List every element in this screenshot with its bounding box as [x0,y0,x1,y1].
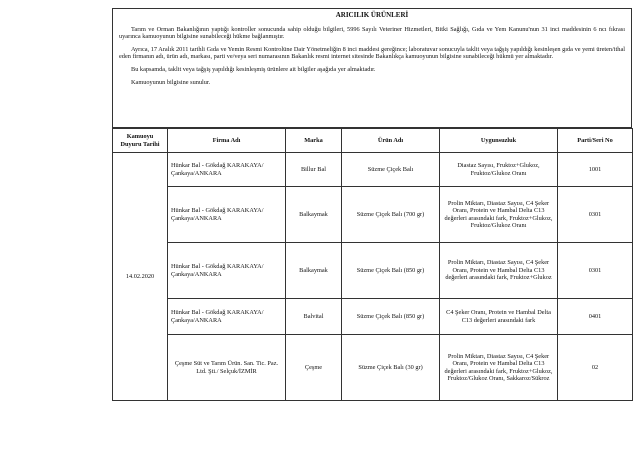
intro-paragraph-4: Kamuoyunun bilgisine sunulur. [131,78,211,86]
nonconformity-cell: C4 Şeker Oranı, Protein ve Hambal Delta C13 değerleri arasındaki fark [440,299,558,335]
lot-cell: 0401 [558,299,633,335]
intro-paragraph-2: Ayrıca, 17 Aralık 2011 tarihli Gıda ve Yemin Resmi Kontrolüne Dair Yönetmeliğin 8 inci maddesi gereğince; laboratuvar sonucuyla taklit veya tağşiş yapıldığı kesinleşen gıda ve yemi üreten/ithal eden firmanın adı, ürün adı, markası, parti ve/veya seri numarasının Bakanlık resmi internet sitesinde Bakanlıkça kamuoyunun bilgisine sunabileceği hükmü yer almaktadır. [119,45,625,61]
product-cell: Süzme Çiçek Balı (850 gr) [342,243,440,299]
table-row [113,299,633,335]
nonconformity-cell: Diastaz Sayısı, Fruktoz+Glukoz, Fruktoz/Glukoz Oranı [440,153,558,187]
lot-cell: 1001 [558,153,633,187]
firm-cell: Hünkar Bal - Gökdağ KARAKAYA/ Çankaya/ANKARA [168,243,286,299]
header-date: Kamuoyu Duyuru Tarihi [113,129,168,153]
firm-cell: Hünkar Bal - Gökdağ KARAKAYA/ Çankaya/ANKARA [168,299,286,335]
header-product: Ürün Adı [342,129,440,153]
brand-cell: Çeşme [286,335,342,401]
intro-paragraph-1: Tarım ve Orman Bakanlığının yaptığı kontroller sonucunda sahip olduğu bilgileri, 5996 Sayılı Veteriner Hizmetleri, Bitki Sağlığı, Gıda ve Yem Kanunu'nun 31 inci maddesinin 6 ncı fıkrası uyarınca kamuoyunun bilgisine sunabileceği hükme bağlanmıştır. [119,25,625,41]
nonconformity-cell: Prolin Miktarı, Diastaz Sayısı, C4 Şeker Oranı, Protein ve Hambal Delta C13 değerleri arasındaki fark, Fruktoz+Glukoz, Fruktoz/Glukoz Oranı [440,187,558,243]
table-row [113,153,633,187]
announcement-date: 14.02.2020 [113,153,168,401]
brand-cell: Billur Bal [286,153,342,187]
firm-cell: Hünkar Bal - Gökdağ KARAKAYA/ Çankaya/ANKARA [168,153,286,187]
table-row [113,335,633,401]
product-cell: Süzme Çiçek Balı (30 gr) [342,335,440,401]
product-cell: Süzme Çiçek Balı [342,153,440,187]
firm-cell: Hünkar Bal - Gökdağ KARAKAYA/ Çankaya/ANKARA [168,187,286,243]
nonconformity-cell: Prolin Miktarı, Diastaz Sayısı, C4 Şeker Oranı, Protein ve Hambal Delta C13 değerleri arasındaki fark, Fruktoz+Glukoz [440,243,558,299]
product-cell: Süzme Çiçek Balı (700 gr) [342,187,440,243]
lot-cell: 02 [558,335,633,401]
lot-cell: 0301 [558,243,633,299]
brand-cell: Balkaymak [286,187,342,243]
header-firm: Firma Adı [168,129,286,153]
brand-cell: Balkaymak [286,243,342,299]
table-row [113,243,633,299]
document-title: ARICILIK ÜRÜNLERİ [335,11,409,19]
lot-cell: 0301 [558,187,633,243]
brand-cell: Balvital [286,299,342,335]
products-table [112,128,633,401]
table-row [113,187,633,243]
header-lot: Parti/Seri No [558,129,633,153]
header-brand: Marka [286,129,342,153]
nonconformity-cell: Prolin Miktarı, Diastaz Sayısı, C4 Şeker Oranı, Protein ve Hambal Delta C13 değerleri arasındaki fark, Fruktoz+Glukoz, Fruktoz/Glukoz Oranı, Sakkaroz/Sükroz [440,335,558,401]
product-cell: Süzme Çiçek Balı (850 gr) [342,299,440,335]
table-header-row [113,129,633,153]
firm-cell: Çeşme Süt ve Tarım Ürün. San. Tic. Paz. Ltd. Şti./ Selçuk/İZMİR [168,335,286,401]
intro-box [112,8,632,128]
intro-paragraph-3: Bu kapsamda, taklit veya tağşiş yapıldığı kesinleşmiş ürünlere ait bilgiler aşağıda yer almaktadır. [131,65,376,73]
header-nonconformity: Uygunsuzluk [440,129,558,153]
